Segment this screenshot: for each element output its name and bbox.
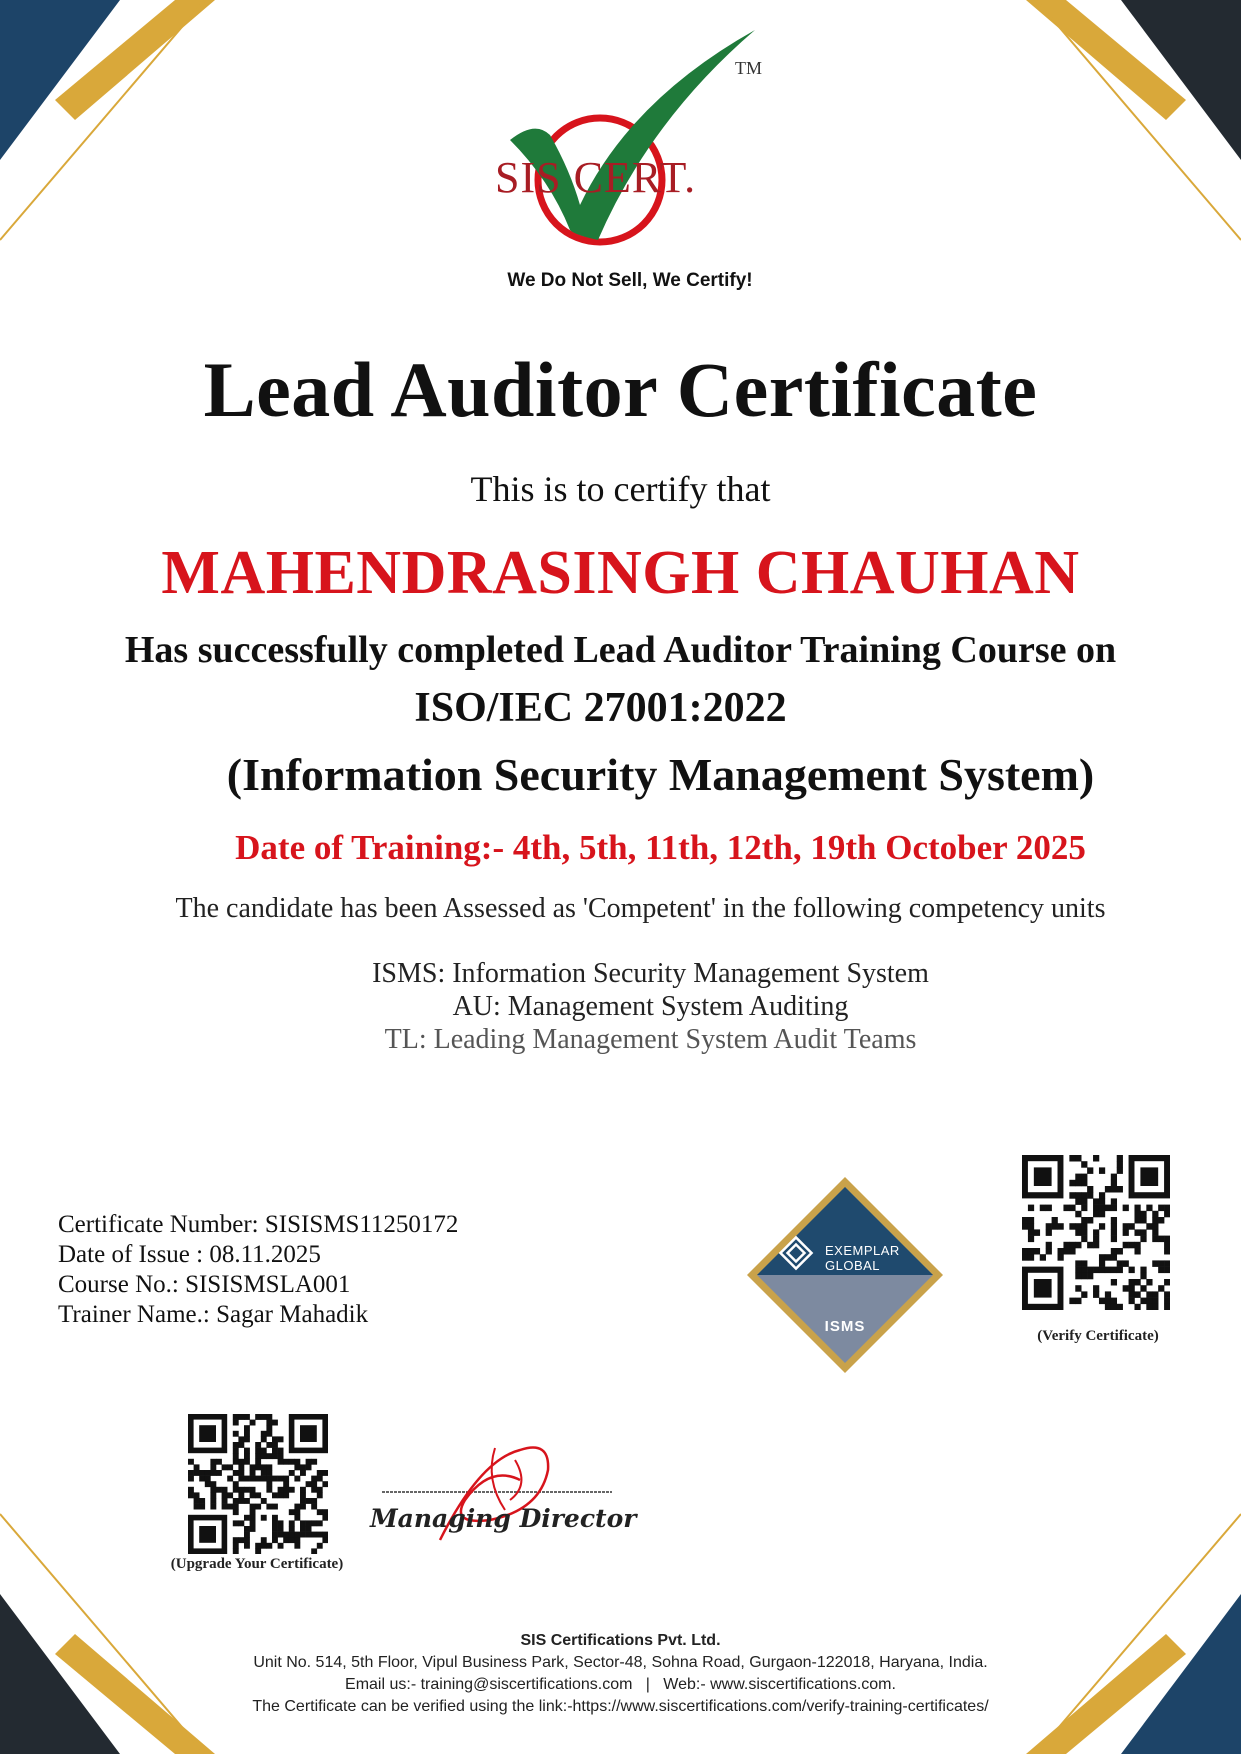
corner-decoration-top-right bbox=[981, 0, 1241, 260]
badge-line-1: EXEMPLAR bbox=[825, 1243, 900, 1258]
certificate-number: Certificate Number: SISISMS11250172 bbox=[58, 1211, 459, 1238]
footer-verify-link[interactable]: The Certificate can be verified using the link:-https://www.siscertifications.com/verify-training-certificates/ bbox=[252, 1698, 989, 1715]
verify-qr-code[interactable] bbox=[1022, 1155, 1170, 1310]
badge-line-2: GLOBAL bbox=[825, 1258, 881, 1273]
logo-tagline: We Do Not Sell, We Certify! bbox=[507, 270, 753, 291]
signature-icon bbox=[370, 1440, 637, 1560]
company-logo bbox=[480, 30, 780, 291]
qr-code-icon bbox=[188, 1414, 328, 1554]
trademark-mark: TM bbox=[735, 58, 762, 78]
footer-company: SIS Certifications Pvt. Ltd. bbox=[520, 1632, 721, 1649]
training-dates: Date of Training:- 4th, 5th, 11th, 12th, 19th October 2025 bbox=[235, 828, 1086, 867]
course-standard: ISO/IEC 27001:2022 bbox=[414, 685, 787, 731]
corner-decoration-top-left bbox=[0, 0, 260, 260]
trainer-name: Trainer Name.: Sagar Mahadik bbox=[58, 1301, 369, 1328]
competency-unit: AU: Management System Auditing bbox=[452, 991, 849, 1022]
date-of-issue: Date of Issue : 08.11.2025 bbox=[58, 1241, 321, 1268]
course-name: (Information Security Management System) bbox=[226, 749, 1095, 800]
footer-contact: Email us:- training@siscertifications.com | Web:- www.siscertifications.com. bbox=[345, 1676, 896, 1693]
signature-title: Managing Director bbox=[370, 1504, 637, 1533]
qr-code-icon bbox=[1022, 1155, 1170, 1310]
assessment-statement: The candidate has been Assessed as 'Competent' in the following competency units bbox=[175, 893, 1106, 924]
footer bbox=[0, 1630, 1241, 1718]
accreditation-badge bbox=[745, 1175, 945, 1375]
competency-unit: TL: Leading Management System Audit Teams bbox=[384, 1024, 917, 1055]
certificate-title: Lead Auditor Certificate bbox=[203, 346, 1038, 433]
signature-block bbox=[370, 1440, 637, 1560]
certificate-details bbox=[58, 1210, 458, 1330]
upgrade-qr-code[interactable] bbox=[188, 1414, 328, 1554]
badge-label: ISMS bbox=[824, 1318, 866, 1335]
competency-unit: ISMS: Information Security Management System bbox=[372, 958, 929, 989]
certify-line: This is to certify that bbox=[470, 469, 771, 509]
completion-statement: Has successfully completed Lead Auditor Training Course on bbox=[124, 629, 1117, 671]
logo-text: SIS CERT. bbox=[495, 153, 697, 202]
upgrade-caption: (Upgrade Your Certificate) bbox=[170, 1556, 344, 1572]
recipient-name: MAHENDRASINGH CHAUHAN bbox=[161, 539, 1080, 607]
footer-address: Unit No. 514, 5th Floor, Vipul Business Park, Sector-48, Sohna Road, Gurgaon-122018, Haryana, India. bbox=[253, 1654, 988, 1671]
verify-caption: (Verify Certificate) bbox=[1037, 1328, 1159, 1344]
course-number: Course No.: SISISMSLA001 bbox=[58, 1271, 351, 1298]
